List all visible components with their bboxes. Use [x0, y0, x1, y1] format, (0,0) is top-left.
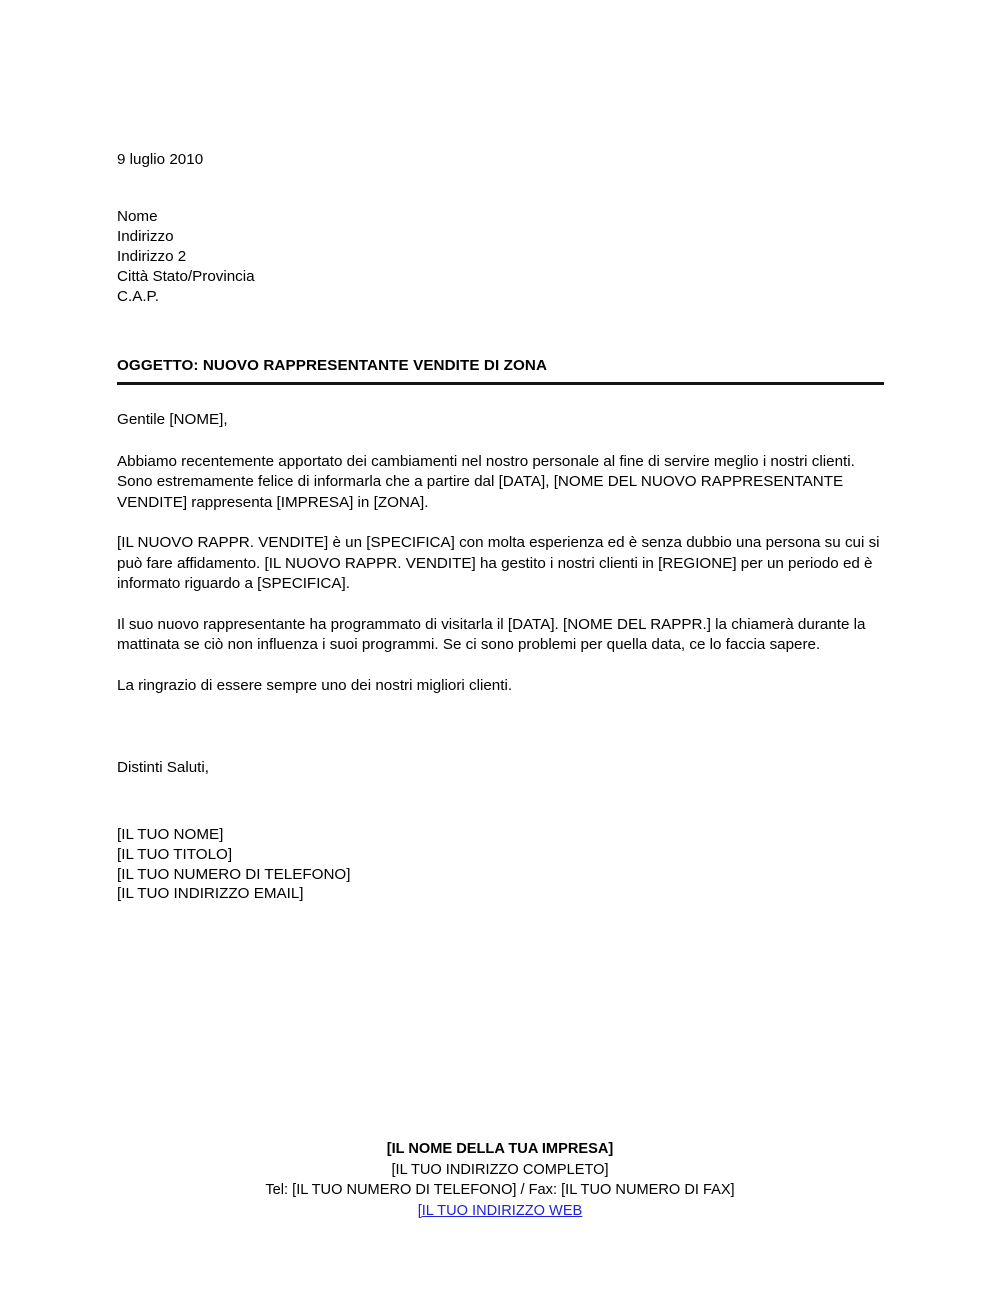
signature-email: [IL TUO INDIRIZZO EMAIL]	[117, 885, 304, 903]
letter-content	[117, 0, 884, 1290]
footer-website-line	[0, 1201, 1000, 1222]
body-paragraph-3: Il suo nuovo rappresentante ha programmato di visitarla il [DATA]. [NOME DEL RAPPR.] la chiamerà durante la mattinata se ciò non influenza i suoi programmi. Se ci sono problemi per quella data, ce lo faccia sapere.	[117, 615, 866, 653]
body-paragraph-2: [IL NUOVO RAPPR. VENDITE] è un [SPECIFICA] con molta esperienza ed è senza dubbio una persona su cui si può fare affidamento. [IL NUOVO RAPPR. VENDITE] ha gestito i nostri clienti in [REGIONE] per un periodo ed è informato riguardo a [SPECIFICA].	[117, 534, 880, 592]
signature-title: [IL TUO TITOLO]	[117, 845, 233, 863]
address-line-street-2: Indirizzo 2	[117, 248, 187, 265]
closing-salutation: Distinti Saluti,	[117, 759, 210, 776]
signature-block	[117, 825, 350, 904]
address-line-city-state: Città Stato/Provincia	[117, 268, 255, 285]
signature-name: [IL TUO NOME]	[117, 826, 224, 843]
footer-company-name: [IL NOME DELLA TUA IMPRESA]	[386, 1141, 614, 1157]
salutation: Gentile [NOME],	[117, 411, 228, 428]
subject-heading: OGGETTO: NUOVO RAPPRESENTANTE VENDITE DI ZONA	[117, 357, 548, 374]
letter-body	[117, 410, 884, 716]
address-line-name: Nome	[117, 208, 158, 225]
horizontal-rule	[117, 382, 884, 385]
footer-website-link[interactable]: [IL TUO INDIRIZZO WEB	[417, 1202, 583, 1219]
footer-address: [IL TUO INDIRIZZO COMPLETO]	[391, 1161, 609, 1178]
subject-section	[117, 356, 884, 385]
address-line-street: Indirizzo	[117, 228, 174, 245]
address-line-postal-code: C.A.P.	[117, 288, 159, 305]
letter-date: 9 luglio 2010	[117, 151, 204, 168]
recipient-address-block	[117, 207, 255, 307]
body-paragraph-4: La ringrazio di essere sempre uno dei nostri migliori clienti.	[117, 676, 513, 694]
page-footer	[0, 1139, 1000, 1221]
footer-contact: Tel: [IL TUO NUMERO DI TELEFONO] / Fax: [IL TUO NUMERO DI FAX]	[265, 1182, 735, 1198]
body-paragraph-1: Abbiamo recentemente apportato dei cambiamenti nel nostro personale al fine di servire meglio i nostri clienti. Sono estremamente felice di informarla che a partire dal [DATA], [NOME DEL NUOVO RAPPRESENTANTE VENDITE] rappresenta [IMPRESA] in [ZONA].	[117, 452, 855, 511]
signature-phone: [IL TUO NUMERO DI TELEFONO]	[117, 865, 351, 883]
